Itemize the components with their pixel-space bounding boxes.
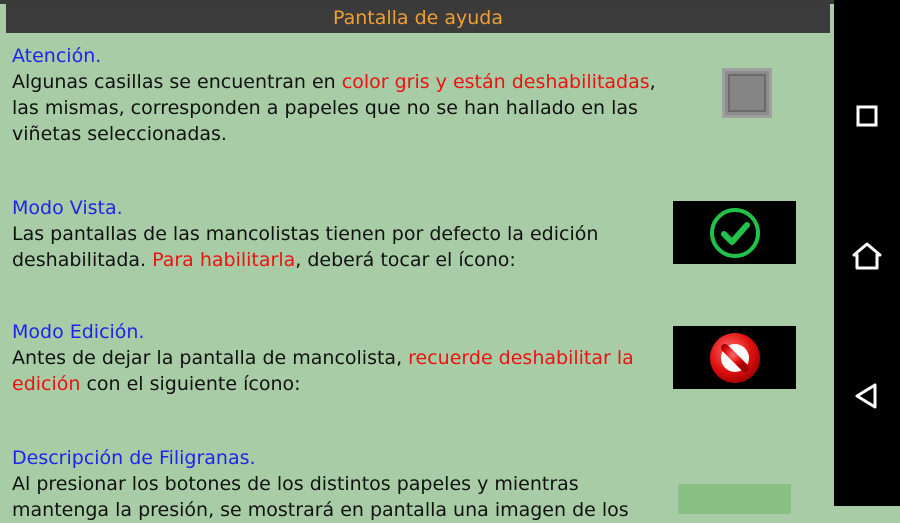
section-body	[12, 345, 672, 397]
body-text: con el siguiente ícono:	[80, 373, 301, 395]
section-body	[12, 69, 672, 147]
red-prohibited-icon	[707, 330, 763, 386]
recents-square-icon[interactable]	[851, 100, 883, 132]
section-body	[12, 221, 672, 273]
body-text: Las pantallas de las mancolistas tienen por defecto la edición deshabilitada.	[12, 223, 599, 271]
section-body	[12, 471, 672, 523]
section-title: Modo Vista.	[12, 197, 123, 219]
body-text: , las mismas, corresponden a papeles que no se han hallado en las viñetas seleccionadas.	[12, 71, 656, 145]
section-atencion	[12, 44, 672, 147]
back-triangle-icon[interactable]	[851, 380, 883, 412]
edit-enable-button[interactable]	[673, 201, 796, 264]
green-check-icon	[708, 206, 762, 260]
highlight-text: Para habilitarla	[152, 249, 296, 271]
body-text: Antes de dejar la pantalla de mancolista,	[12, 347, 409, 369]
body-text: , deberá tocar el ícono:	[295, 249, 516, 271]
highlight-text: color gris y están deshabilitadas	[341, 71, 650, 93]
home-icon[interactable]	[851, 240, 883, 272]
highlight-text: recuerde deshabilitar la edición	[12, 347, 634, 395]
section-title: Atención.	[12, 45, 102, 67]
paper-button[interactable]	[678, 484, 791, 514]
navigation-bar	[834, 0, 900, 506]
section-modo-vista	[12, 196, 672, 273]
body-text: Al presionar los botones de los distintos papeles y mientras mantenga la presión, se mostrará en pantalla una imagen de los	[12, 473, 629, 521]
page-title: Pantalla de ayuda	[6, 4, 830, 33]
section-filigranas	[12, 446, 672, 523]
edit-disable-button[interactable]	[673, 326, 796, 389]
body-text: Algunas casillas se encuentran en	[12, 71, 342, 93]
section-title: Modo Edición.	[12, 321, 145, 343]
section-title: Descripción de Filigranas.	[12, 447, 256, 469]
section-modo-edicion	[12, 320, 672, 397]
disabled-checkbox	[722, 68, 772, 118]
